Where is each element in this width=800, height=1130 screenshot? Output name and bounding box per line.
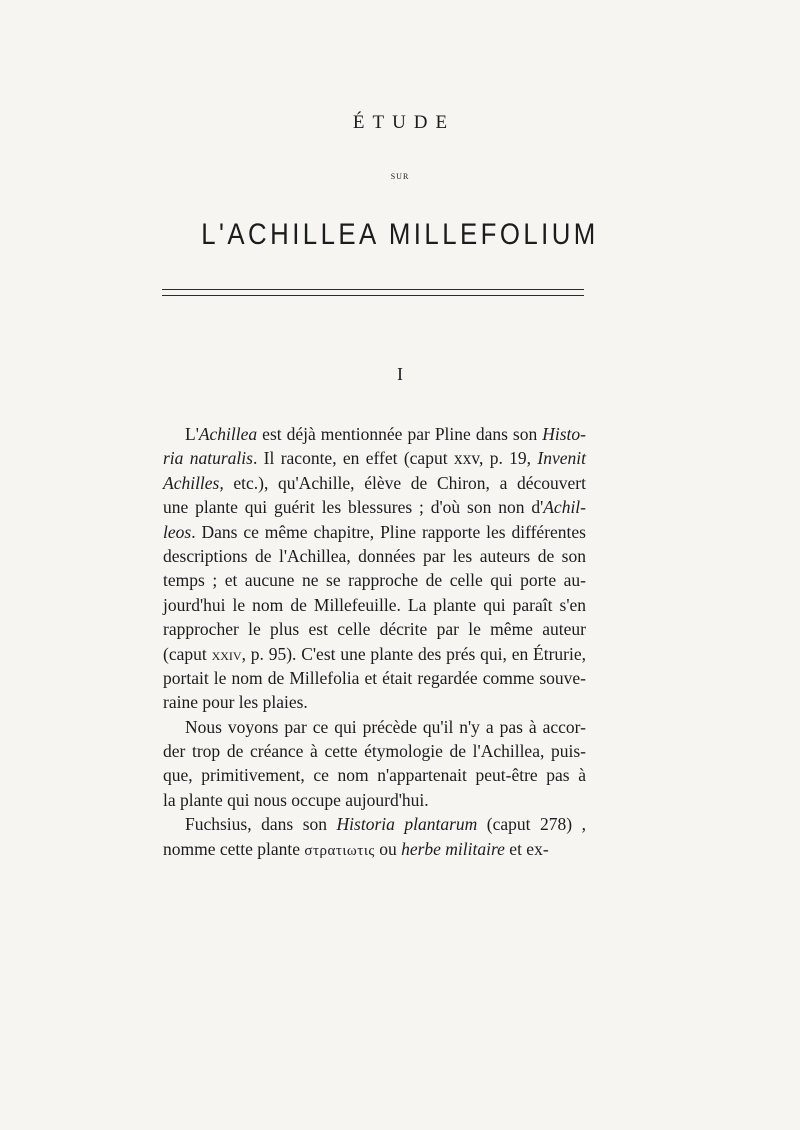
text-line: [163, 812, 586, 836]
text-segment: nomme cette plante: [163, 838, 305, 859]
text-segment: est déjà mentionnée par Pline dans son: [257, 424, 543, 444]
page-title: L'ACHILLEA MILLEFOLIUM: [201, 218, 599, 251]
text-line: [163, 642, 586, 666]
paragraph: [163, 715, 586, 813]
text-segment: la plante qui nous occupe aujourd'hui.: [163, 789, 429, 810]
section-number: I: [397, 364, 403, 384]
text-segment: Achil-: [543, 497, 586, 518]
title-rule-bottom: [162, 295, 584, 296]
text-segment: raine pour les plaies.: [163, 692, 308, 713]
text-segment: ou: [374, 838, 402, 859]
text-line: [163, 837, 586, 861]
text-line: [163, 739, 586, 763]
text-line: [163, 568, 586, 592]
header-etude: ÉTUDE: [352, 112, 456, 133]
text-segment: (caput: [163, 643, 212, 664]
text-segment: Achilles,: [163, 472, 224, 493]
text-line: [163, 593, 586, 617]
text-segment: Historia plantarum: [336, 814, 478, 835]
text-segment: leos: [163, 521, 192, 542]
paragraph: [163, 812, 586, 861]
title-rule-top: [162, 289, 584, 290]
text-segment: temps ; et aucune ne se rapproche de celle qui porte au-: [163, 570, 586, 591]
text-segment: une plante qui guérit les blessures ; d'où son non d': [163, 497, 544, 518]
text-line: [163, 763, 586, 787]
text-line: [163, 666, 586, 690]
text-segment: et ex-: [504, 838, 549, 859]
text-segment: jourd'hui le nom de Millefeuille. La plante qui paraît s'en: [163, 594, 586, 615]
text-segment: Fuchsius, dans son: [185, 814, 337, 835]
paragraph: [163, 422, 586, 715]
text-segment: L': [185, 424, 199, 444]
text-line: [163, 544, 586, 568]
text-segment: Histo-: [542, 424, 586, 444]
text-line: [163, 422, 586, 446]
text-segment: xxiv: [211, 643, 242, 664]
text-segment: Nous voyons par ce qui précède qu'il n'y a pas à accor-: [185, 716, 586, 737]
text-line: [163, 520, 586, 544]
text-line: [163, 715, 586, 739]
text-segment: que, primitivement, ce nom n'appartenait peut-être pas à: [163, 765, 586, 786]
text-line: [163, 471, 586, 495]
text-segment: portait le nom de Millefolia et était regardée comme souve-: [163, 667, 586, 688]
text-segment: στρατιωτις: [304, 842, 375, 859]
text-segment: . Dans ce même chapitre, Pline rapporte les différentes: [191, 521, 586, 542]
text-segment: ria naturalis: [163, 448, 253, 469]
text-segment: Achillea: [198, 424, 258, 444]
body-text: [163, 422, 586, 861]
text-segment: etc.), qu'Achille, élève de Chiron, a découvert: [223, 472, 586, 493]
text-segment: der trop de créance à cette étymologie de l'Achillea, puis-: [163, 741, 586, 762]
text-segment: (caput 278) ,: [477, 814, 586, 835]
text-segment: . Il raconte, en effet (caput xxv, p. 19,: [252, 448, 538, 469]
text-line: [163, 617, 586, 641]
text-line: [163, 690, 586, 714]
text-line: [163, 446, 586, 470]
text-line: [163, 788, 586, 812]
header-sur: SUR: [390, 172, 410, 181]
text-segment: descriptions de l'Achillea, données par les auteurs de son: [163, 545, 586, 566]
text-segment: Invenit: [537, 448, 586, 469]
text-segment: herbe militaire: [401, 838, 505, 859]
text-line: [163, 495, 586, 519]
text-segment: , p. 95). C'est une plante des prés qui, en Étrurie,: [241, 643, 586, 664]
text-segment: rapprocher le plus est celle décrite par le même auteur: [163, 619, 586, 640]
